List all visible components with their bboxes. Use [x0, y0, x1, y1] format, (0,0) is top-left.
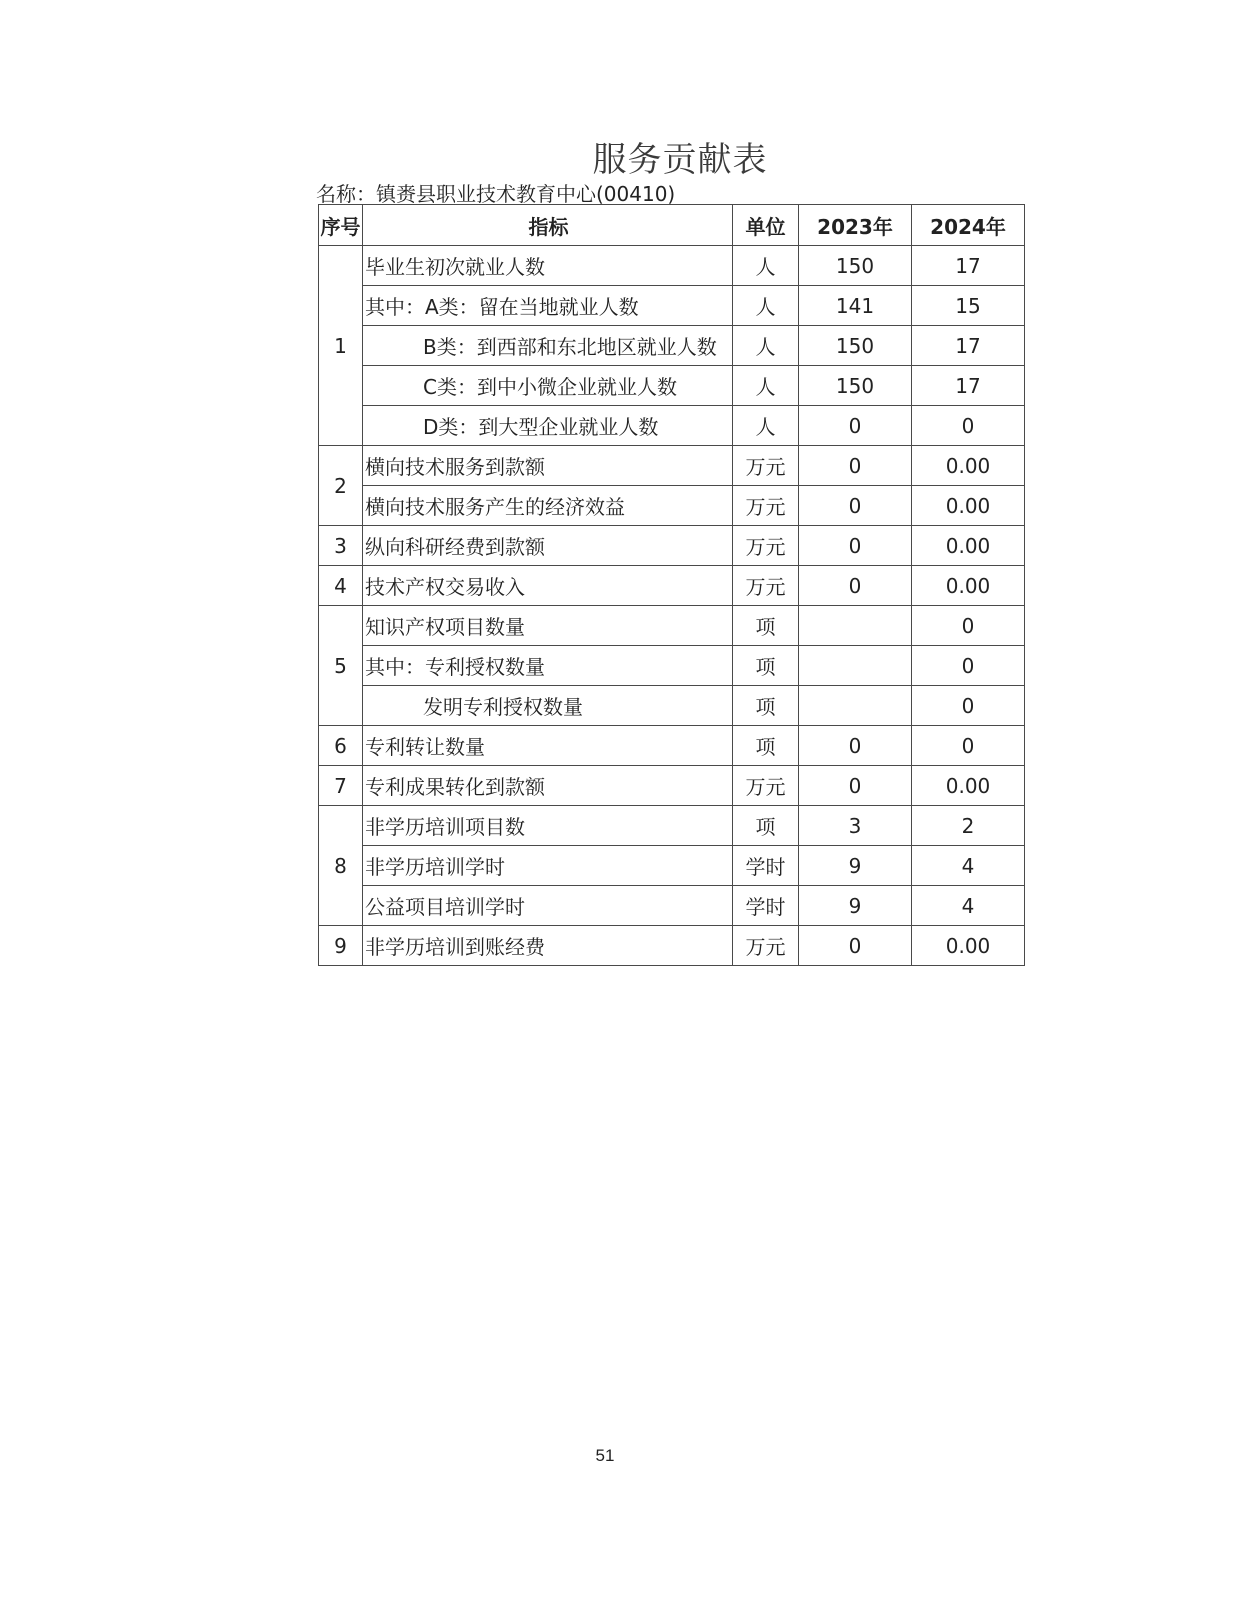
indicator-cell: D类：到大型企业就业人数 [363, 406, 733, 446]
indicator-cell: 非学历培训项目数 [363, 806, 733, 846]
table-row [319, 446, 1025, 486]
table-header-row [319, 205, 1025, 246]
table-row [319, 486, 1025, 526]
value-2023-cell: 141 [799, 286, 912, 326]
indicator-cell: 专利转让数量 [363, 726, 733, 766]
table-row [319, 646, 1025, 686]
unit-cell: 学时 [733, 886, 799, 926]
value-2023-cell: 0 [799, 766, 912, 806]
value-2024-cell: 17 [912, 366, 1025, 406]
unit-cell: 万元 [733, 926, 799, 966]
row-number-cell: 4 [319, 566, 363, 606]
value-2024-cell: 15 [912, 286, 1025, 326]
value-2023-cell [799, 606, 912, 646]
value-2024-cell: 4 [912, 846, 1025, 886]
table-row [319, 926, 1025, 966]
indicator-cell: 知识产权项目数量 [363, 606, 733, 646]
unit-cell: 项 [733, 646, 799, 686]
value-2024-cell: 0.00 [912, 526, 1025, 566]
header-unit: 单位 [733, 205, 799, 246]
indicator-cell: 横向技术服务到款额 [363, 446, 733, 486]
indicator-cell: 发明专利授权数量 [363, 686, 733, 726]
value-2024-cell: 0.00 [912, 486, 1025, 526]
value-2023-cell: 150 [799, 246, 912, 286]
indicator-cell: 公益项目培训学时 [363, 886, 733, 926]
unit-cell: 人 [733, 286, 799, 326]
row-number-cell: 9 [319, 926, 363, 966]
value-2023-cell [799, 686, 912, 726]
value-2024-cell: 0 [912, 606, 1025, 646]
row-number-cell: 1 [319, 246, 363, 446]
value-2023-cell: 0 [799, 486, 912, 526]
indicator-cell: B类：到西部和东北地区就业人数 [363, 326, 733, 366]
indicator-cell: 非学历培训学时 [363, 846, 733, 886]
unit-cell: 人 [733, 366, 799, 406]
value-2024-cell: 0 [912, 646, 1025, 686]
indicator-cell: 纵向科研经费到款额 [363, 526, 733, 566]
value-2023-cell: 3 [799, 806, 912, 846]
unit-cell: 人 [733, 326, 799, 366]
header-no: 序号 [319, 205, 363, 246]
value-2023-cell: 9 [799, 886, 912, 926]
value-2023-cell: 0 [799, 926, 912, 966]
indicator-cell: 横向技术服务产生的经济效益 [363, 486, 733, 526]
header-indicator: 指标 [363, 205, 733, 246]
row-number-cell: 3 [319, 526, 363, 566]
value-2023-cell: 150 [799, 366, 912, 406]
unit-cell: 项 [733, 606, 799, 646]
table-row [319, 726, 1025, 766]
row-number-cell: 5 [319, 606, 363, 726]
table-row [319, 246, 1025, 286]
organization-name: 名称：镇赉县职业技术教育中心(00410) [316, 182, 676, 206]
unit-cell: 项 [733, 726, 799, 766]
value-2024-cell: 2 [912, 806, 1025, 846]
unit-cell: 项 [733, 806, 799, 846]
unit-cell: 万元 [733, 566, 799, 606]
indicator-cell: 其中：专利授权数量 [363, 646, 733, 686]
page-number: 51 [595, 1446, 615, 1465]
value-2024-cell: 0 [912, 406, 1025, 446]
value-2023-cell: 0 [799, 726, 912, 766]
header-2023: 2023年 [799, 205, 912, 246]
page-title: 服务贡献表 [592, 140, 768, 180]
table-body [319, 246, 1025, 966]
service-contribution-table [318, 204, 1025, 966]
value-2023-cell [799, 646, 912, 686]
header-2024: 2024年 [912, 205, 1025, 246]
value-2024-cell: 4 [912, 886, 1025, 926]
row-number-cell: 6 [319, 726, 363, 766]
value-2023-cell: 0 [799, 446, 912, 486]
table-row [319, 846, 1025, 886]
value-2024-cell: 0.00 [912, 766, 1025, 806]
indicator-cell: 其中：A类：留在当地就业人数 [363, 286, 733, 326]
unit-cell: 项 [733, 686, 799, 726]
value-2024-cell: 0.00 [912, 566, 1025, 606]
table-row [319, 686, 1025, 726]
unit-cell: 万元 [733, 526, 799, 566]
table-row [319, 286, 1025, 326]
unit-cell: 人 [733, 406, 799, 446]
table-row [319, 326, 1025, 366]
indicator-cell: 专利成果转化到款额 [363, 766, 733, 806]
indicator-cell: 毕业生初次就业人数 [363, 246, 733, 286]
table-row [319, 806, 1025, 846]
value-2023-cell: 9 [799, 846, 912, 886]
value-2024-cell: 17 [912, 246, 1025, 286]
indicator-cell: 非学历培训到账经费 [363, 926, 733, 966]
unit-cell: 人 [733, 246, 799, 286]
table-row [319, 766, 1025, 806]
table-row [319, 366, 1025, 406]
row-number-cell: 2 [319, 446, 363, 526]
value-2023-cell: 0 [799, 566, 912, 606]
value-2024-cell: 0.00 [912, 926, 1025, 966]
indicator-cell: C类：到中小微企业就业人数 [363, 366, 733, 406]
value-2024-cell: 0 [912, 726, 1025, 766]
row-number-cell: 7 [319, 766, 363, 806]
value-2023-cell: 150 [799, 326, 912, 366]
value-2024-cell: 17 [912, 326, 1025, 366]
table-row [319, 886, 1025, 926]
value-2023-cell: 0 [799, 406, 912, 446]
value-2023-cell: 0 [799, 526, 912, 566]
table-row [319, 566, 1025, 606]
table-row [319, 526, 1025, 566]
value-2024-cell: 0.00 [912, 446, 1025, 486]
unit-cell: 万元 [733, 766, 799, 806]
table-row [319, 606, 1025, 646]
unit-cell: 万元 [733, 486, 799, 526]
value-2024-cell: 0 [912, 686, 1025, 726]
table-row [319, 406, 1025, 446]
indicator-cell: 技术产权交易收入 [363, 566, 733, 606]
unit-cell: 万元 [733, 446, 799, 486]
row-number-cell: 8 [319, 806, 363, 926]
unit-cell: 学时 [733, 846, 799, 886]
